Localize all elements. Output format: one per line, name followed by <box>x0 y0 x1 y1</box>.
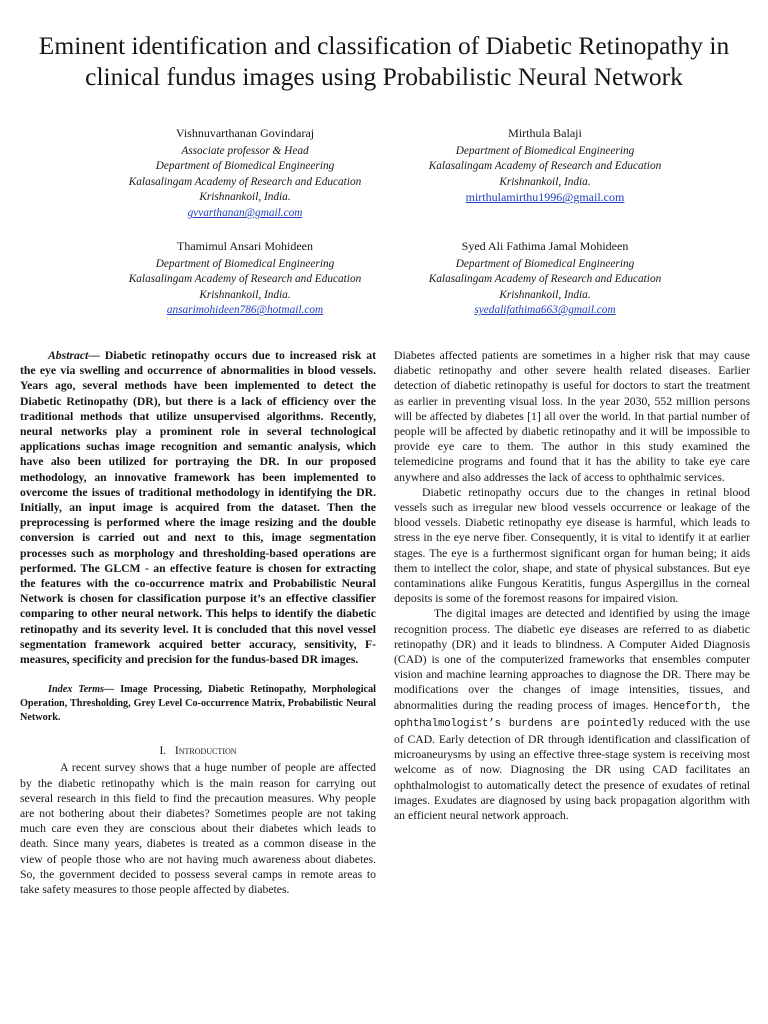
author-name: Thamimul Ansari Mohideen <box>177 239 313 253</box>
paper-title: Eminent identification and classification of Diabetic Retinopathy in clinical fundus images using Probabilistic Neural Network <box>38 31 730 91</box>
index-terms-label: Index Terms— <box>48 684 115 696</box>
author-email-link[interactable]: syedalifathima663@gmail.com <box>474 304 616 317</box>
intro-paragraph: A recent survey shows that a huge number of people are affected by the diabetic retinopathy which is the main reason for carrying out several research in this field to find the precaution measures. Why people are not bothering about their diabetes? Sometimes people are not taking much care even they are conscious about their diabetes which leads to death. Since many years, diabetes is treated as a common disease in the view of people those who are not having much awareness about diabetes. So, the government decided to possess several camps in remote areas to take safety measures to those people affected by diabetes. <box>20 761 376 897</box>
author-inst: Kalasalingam Academy of Research and Education <box>128 175 362 188</box>
author-email-link[interactable]: ansarimohideen786@hotmail.com <box>166 304 324 317</box>
body-paragraph-3-mono: Henceforth, the ophthalmologist’s burdens are pointedly <box>394 700 750 730</box>
index-terms <box>20 683 376 725</box>
abstract-text: Diabetic retinopathy occurs due to increased risk at the eye via swelling and occurrence of abnormalities in blood vessels. Years ago, several methods have been implemented to detect the Diabetic Retinopathy (DR), but there is a lack of efficiency over the traditional methods that utilize unsupervised algorithms. Recently, neural networks play a prominent role in several technological applications suchas image recognition and semantic analysis, which have also been utilized for portraying the DR. In our proposed methodology, an innovative framework has been implemented to overcome the issues of traditional methodology in identifying the DR. Initially, an input image is acquired from the dataset. Then the preprocessing is performed where the image resizing and the double conversion is carried out and next to this, image segmentation processes such as morphology and thresholding-based operations are performed. The GLCM - an effective feature is chosen for extracting the features with the co-occurrence matrix and Probabilistic Neural Network is chosen for classification purpose it’s an effective classifier comparing to other neural network. This helps to identify the diabetic retinopathy and its severity level. It is concluded that this novel vessel segmentation framework acquired better accuracy, sensitivity, F-measures, specificity and precision for the fundus-based DR images. <box>20 349 376 667</box>
author-block-1 <box>80 126 410 222</box>
author-inst: Kalasalingam Academy of Research and Education <box>428 160 662 173</box>
body-paragraph-3 <box>394 606 750 823</box>
index-terms-text: Image Processing, Diabetic Retinopathy, Morphological Operation, Thresholding, Grey Level Co-occurrence Matrix, Probabilistic Neural Network. <box>20 684 376 724</box>
section-title: Introduction <box>174 744 237 758</box>
author-name: Syed Ali Fathima Jamal Mohideen <box>461 239 629 253</box>
author-email-link[interactable]: mirthulamirthu1996@gmail.com <box>465 190 625 205</box>
author-block-3 <box>80 239 410 319</box>
author-block-2 <box>380 126 710 206</box>
author-role: Associate professor & Head <box>181 144 309 157</box>
section-number: I. <box>159 744 167 758</box>
abstract-label: Abstract— <box>48 349 100 362</box>
author-dept: Department of Biomedical Engineering <box>155 160 335 173</box>
author-name: Vishnuvarthanan Govindaraj <box>175 126 315 140</box>
author-dept: Department of Biomedical Engineering <box>155 257 335 270</box>
author-block-4 <box>380 239 710 319</box>
author-inst: Kalasalingam Academy of Research and Education <box>428 273 662 286</box>
author-loc: Krishnankoil, India. <box>499 288 591 301</box>
body-paragraph-1: Diabetes affected patients are sometimes in a higher risk that may cause diabetic retinopathy and other severe health related diseases. Earlier detection of diabetic retinopathy is useful for doctors to start the treatment as earlier in preventing visual loss. In the year 2030, 552 million persons will be affected by diabetes [1] all over the world. In that partial number of people will be affected by diabetic retinopathy and it will be impossible to provide eye care to them. The author in this study examined the telemedicine programs and found that it has the ability to take eye care anywhere and also addresses the lack of access to ophthalmic services. <box>394 349 750 484</box>
author-loc: Krishnankoil, India. <box>199 288 291 301</box>
author-dept: Department of Biomedical Engineering <box>455 144 635 157</box>
body-paragraph-3-part-a: The digital images are detected and identified by using the image recognition process. The diabetic eye diseases are referred to as diabetic retinopathy (DR) and it leads to blindness. A Computer Aided Diagnosis (CAD) is one of the computerized frameworks that ensembles computer vision and machine learning approaches to diagnose the DR. There may be modifications over the changes of image intensities, tissues, and abnormalities during the reading process of images. <box>394 607 750 712</box>
section-heading <box>20 743 376 758</box>
body-paragraph-3-part-b: reduced with the use of CAD. Early detection of DR through identification and classification of microaneurysms by using an effective three-stage system is receiving most welcome as of now. Diagnosing the DR using CAD facilitates an ophthalmologist to automatically detect the presence of exudates of retinal images. Exudates are diagnosed by using back propagation algorithm with an efficient neural network approach. <box>394 715 751 823</box>
body-paragraph-2: Diabetic retinopathy occurs due to the changes in retinal blood vessels such as irregular new blood vessels occurrence or leakage of the blood vessels. Diabetic retinopathy eye disease is harmful, which leads to stress in the eye nerve fiber. Consequently, it is vital to identify it at earlier stages. The eye is a furthermost significant organ for human being; it aids them to intellect the color, shape, and state of physical substances. But eye contaminations alike Fungous Keratitis, fungus Aspergillus in the corneal deposits is some of the foremost reasons for impaired vision. <box>394 485 750 606</box>
author-loc: Krishnankoil, India. <box>199 191 291 204</box>
author-loc: Krishnankoil, India. <box>499 175 591 188</box>
abstract <box>20 348 376 667</box>
author-name: Mirthula Balaji <box>508 126 582 140</box>
right-column <box>394 348 750 823</box>
left-column <box>20 348 376 897</box>
author-inst: Kalasalingam Academy of Research and Education <box>128 273 362 286</box>
author-email-link[interactable]: gvvarthanan@gmail.com <box>187 206 303 219</box>
author-dept: Department of Biomedical Engineering <box>455 257 635 270</box>
